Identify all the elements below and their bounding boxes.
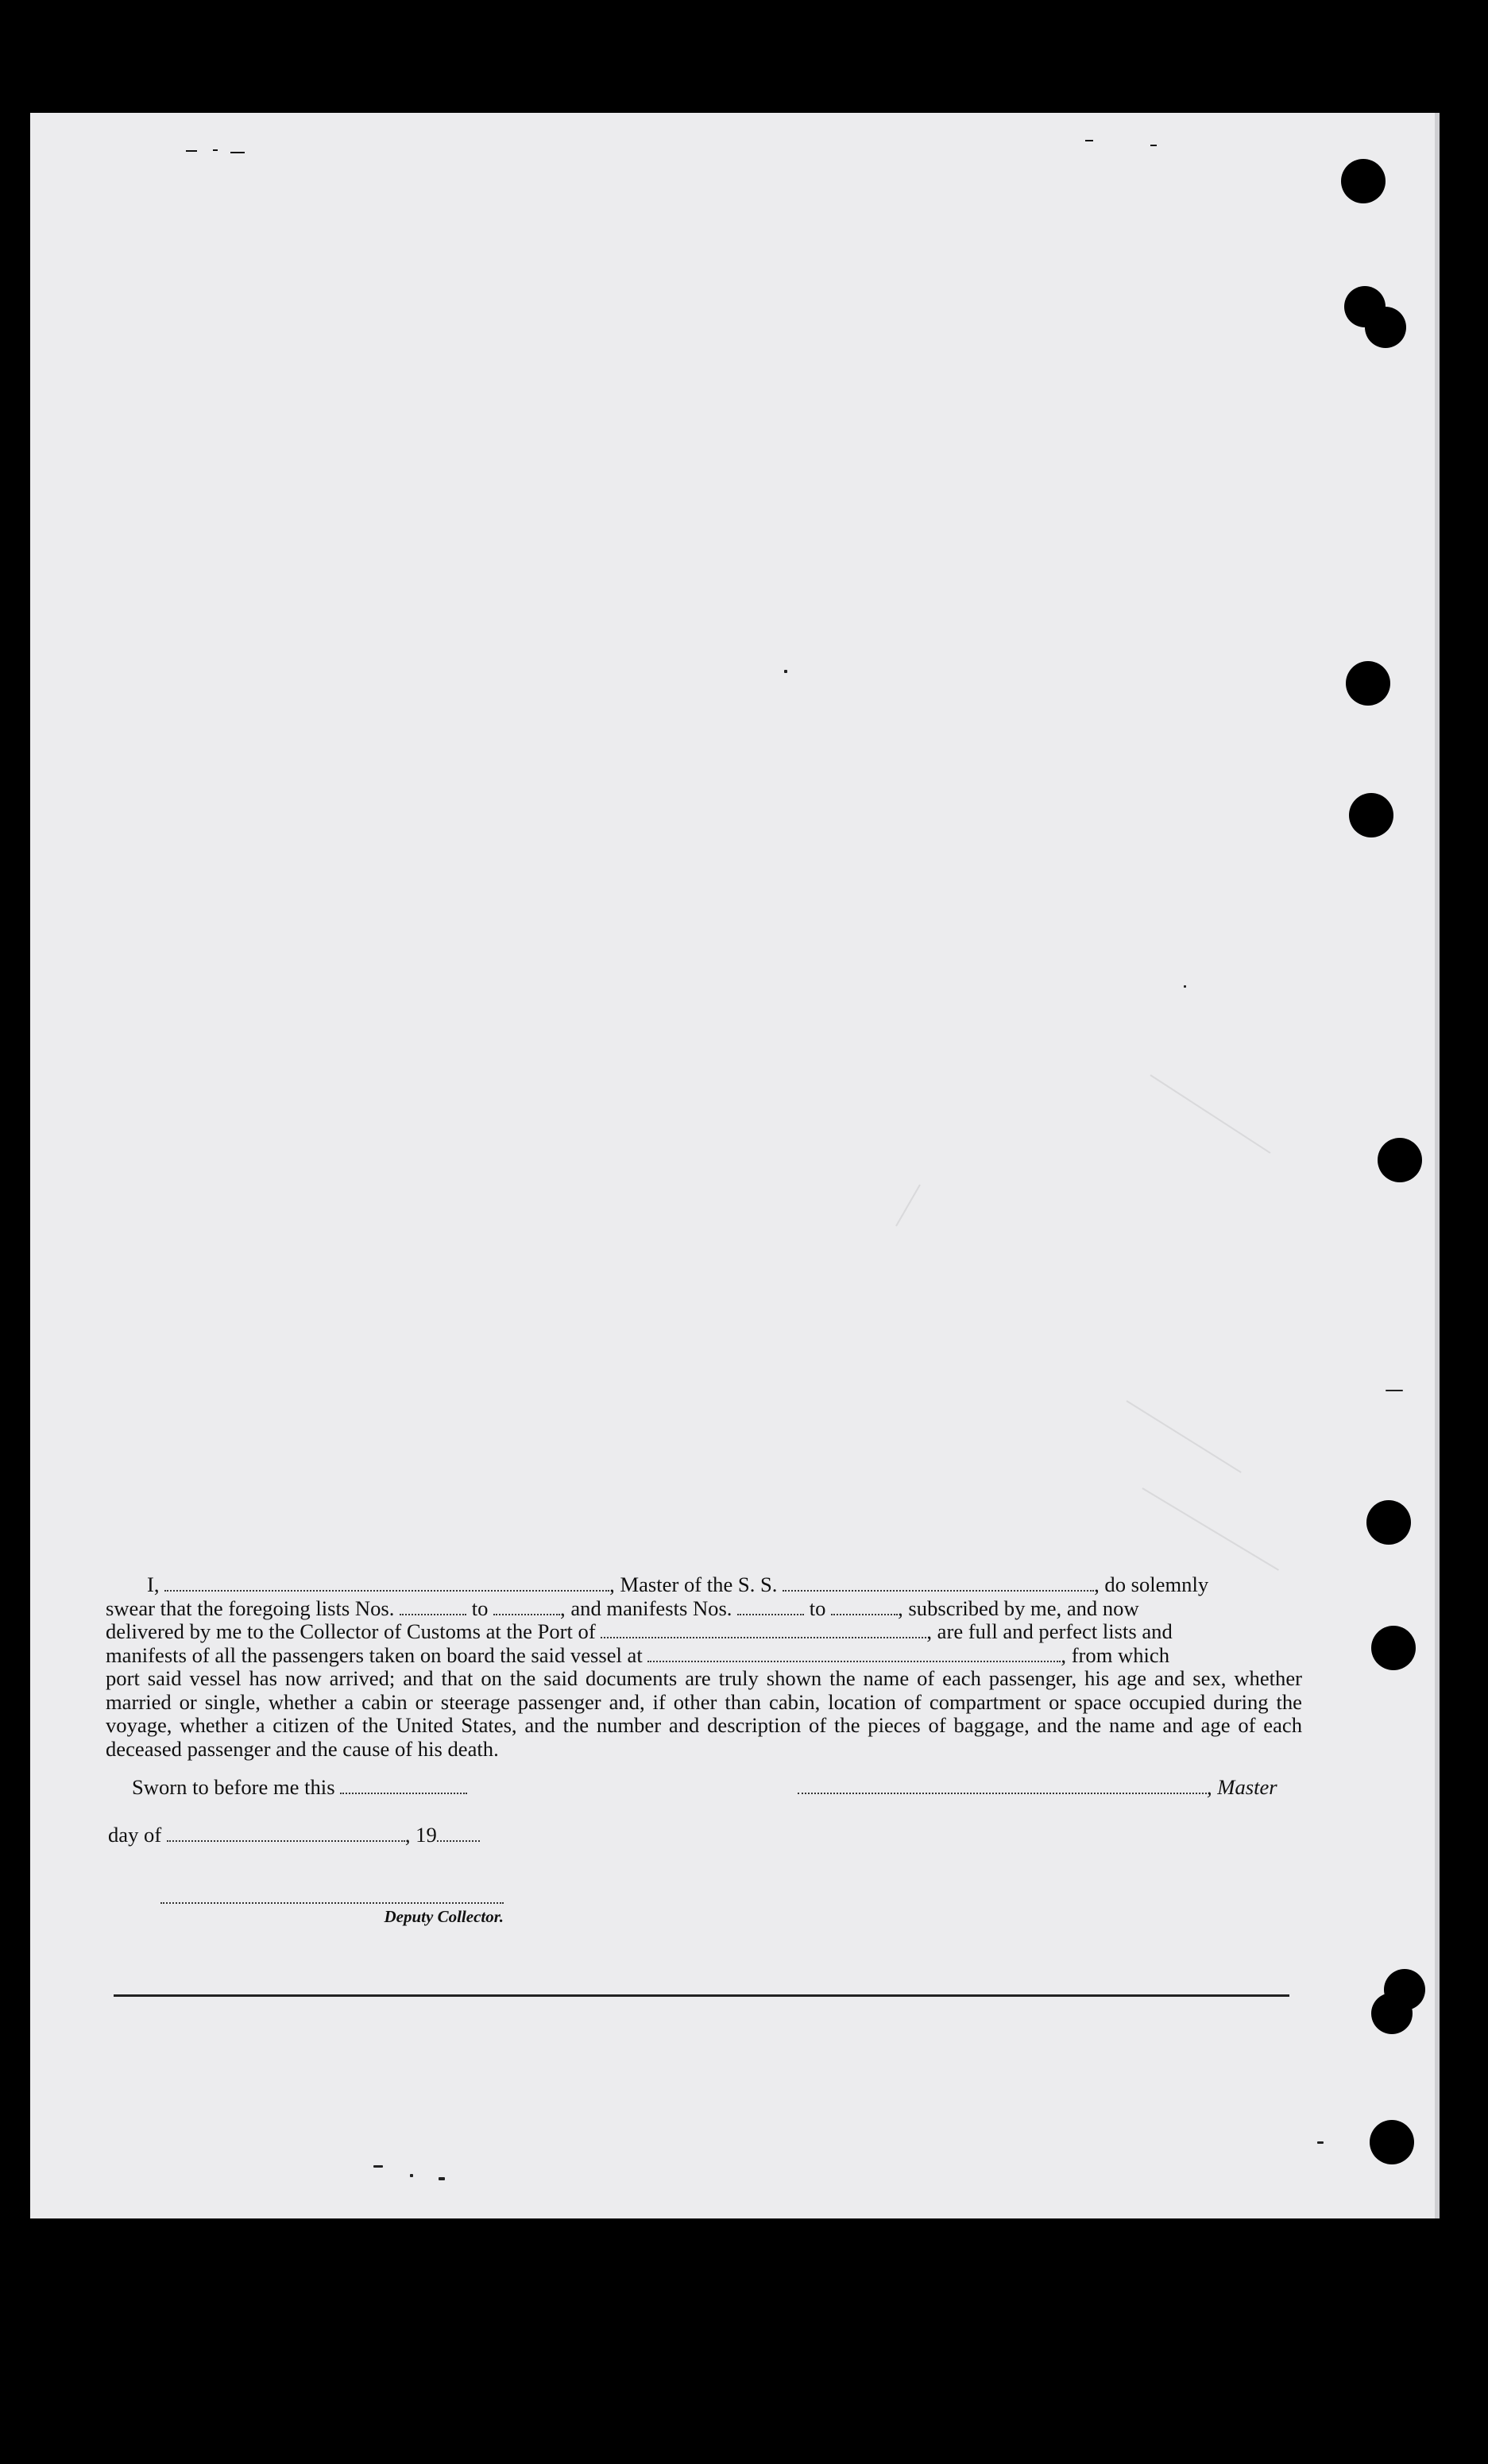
- binder-hole: [1365, 307, 1406, 348]
- lists-label: swear that the foregoing lists Nos.: [106, 1596, 395, 1620]
- oath-line-2: [106, 1597, 1302, 1621]
- oath-pronoun: I,: [147, 1572, 160, 1596]
- oath-body: port said vessel has now arrived; and that on the said documents are truly shown the name of each passenger, his age and sex, whether married or single, whether a cabin or steerage passenger and, if other than cabin, location of compartment or space occupied during the voyage, whether a citizen of the United States, and the number and description of the pieces of baggage, and the name and age of each deceased passenger and the cause of his death.: [106, 1666, 1302, 1761]
- binder-hole: [1349, 793, 1393, 837]
- sworn-day-blank: [340, 1778, 467, 1794]
- crease-line: [1142, 1487, 1278, 1571]
- port-blank: [601, 1623, 926, 1638]
- edge-mark: [213, 149, 218, 151]
- lists-to-blank: [493, 1599, 560, 1615]
- manifests-from-blank: [737, 1599, 804, 1615]
- binder-hole: [1346, 661, 1390, 706]
- from-which-label: , from which: [1061, 1642, 1170, 1667]
- binder-hole: [1366, 1500, 1411, 1545]
- crease-line: [895, 1185, 921, 1227]
- edge-mark: [1150, 145, 1157, 146]
- port-label: delivered by me to the Collector of Customs at the Port of: [106, 1619, 596, 1643]
- oath-line-1: [106, 1573, 1302, 1597]
- manifests-label: , and manifests Nos.: [560, 1596, 732, 1620]
- date-row: [108, 1823, 480, 1847]
- speck: [1184, 985, 1186, 988]
- edge-mark: [186, 150, 197, 152]
- year-prefix: , 19: [404, 1823, 437, 1847]
- month-blank: [167, 1826, 405, 1842]
- crease-line: [1150, 1074, 1270, 1154]
- sworn-row: [132, 1775, 467, 1800]
- binder-hole: [1371, 1626, 1416, 1670]
- day-of-label: day of: [108, 1823, 162, 1847]
- lists-to-label: to: [471, 1596, 489, 1620]
- edge-mark: [1085, 140, 1093, 141]
- master-oath: [106, 1573, 1302, 1761]
- vessel-name-blank: [783, 1576, 1094, 1592]
- manifests-to-blank: [831, 1599, 898, 1615]
- speck: [784, 670, 787, 673]
- binder-hole: [1371, 1993, 1413, 2034]
- oath-line-3: [106, 1620, 1302, 1644]
- binder-hole: [1370, 2120, 1414, 2164]
- master-signature-row: [798, 1775, 1277, 1800]
- oath-line-4: [106, 1644, 1302, 1668]
- bottom-rule: [114, 1994, 1289, 1997]
- manifests-to-label: to: [809, 1596, 826, 1620]
- deputy-collector-signature: Deputy Collector.: [160, 1902, 504, 1927]
- master-of-label: , Master of the S. S.: [609, 1572, 778, 1596]
- speck: [1386, 1390, 1403, 1391]
- edge-mark: [230, 152, 245, 153]
- crease-line: [1126, 1400, 1241, 1473]
- year-blank: [437, 1826, 480, 1842]
- master-name-blank: [164, 1576, 609, 1592]
- sworn-label: Sworn to before me this: [132, 1775, 335, 1799]
- subscribed-label: , subscribed by me, and now: [898, 1596, 1139, 1620]
- speck: [439, 2177, 445, 2180]
- binder-hole: [1378, 1138, 1422, 1182]
- manifest-sheet: [30, 113, 1440, 2218]
- vessel-at-label: manifests of all the passengers taken on board the said vessel at: [106, 1642, 643, 1667]
- binder-hole: [1341, 159, 1386, 203]
- departure-port-blank: [647, 1646, 1061, 1662]
- speck: [1317, 2141, 1324, 2144]
- lists-from-blank: [400, 1599, 466, 1615]
- speck: [410, 2174, 413, 2177]
- solemnly-label: , do solemnly: [1094, 1572, 1209, 1596]
- master-signature-blank: [798, 1778, 1207, 1794]
- perfect-lists-label: , are full and perfect lists and: [926, 1619, 1173, 1643]
- speck: [373, 2165, 383, 2168]
- master-label: , Master: [1207, 1775, 1277, 1799]
